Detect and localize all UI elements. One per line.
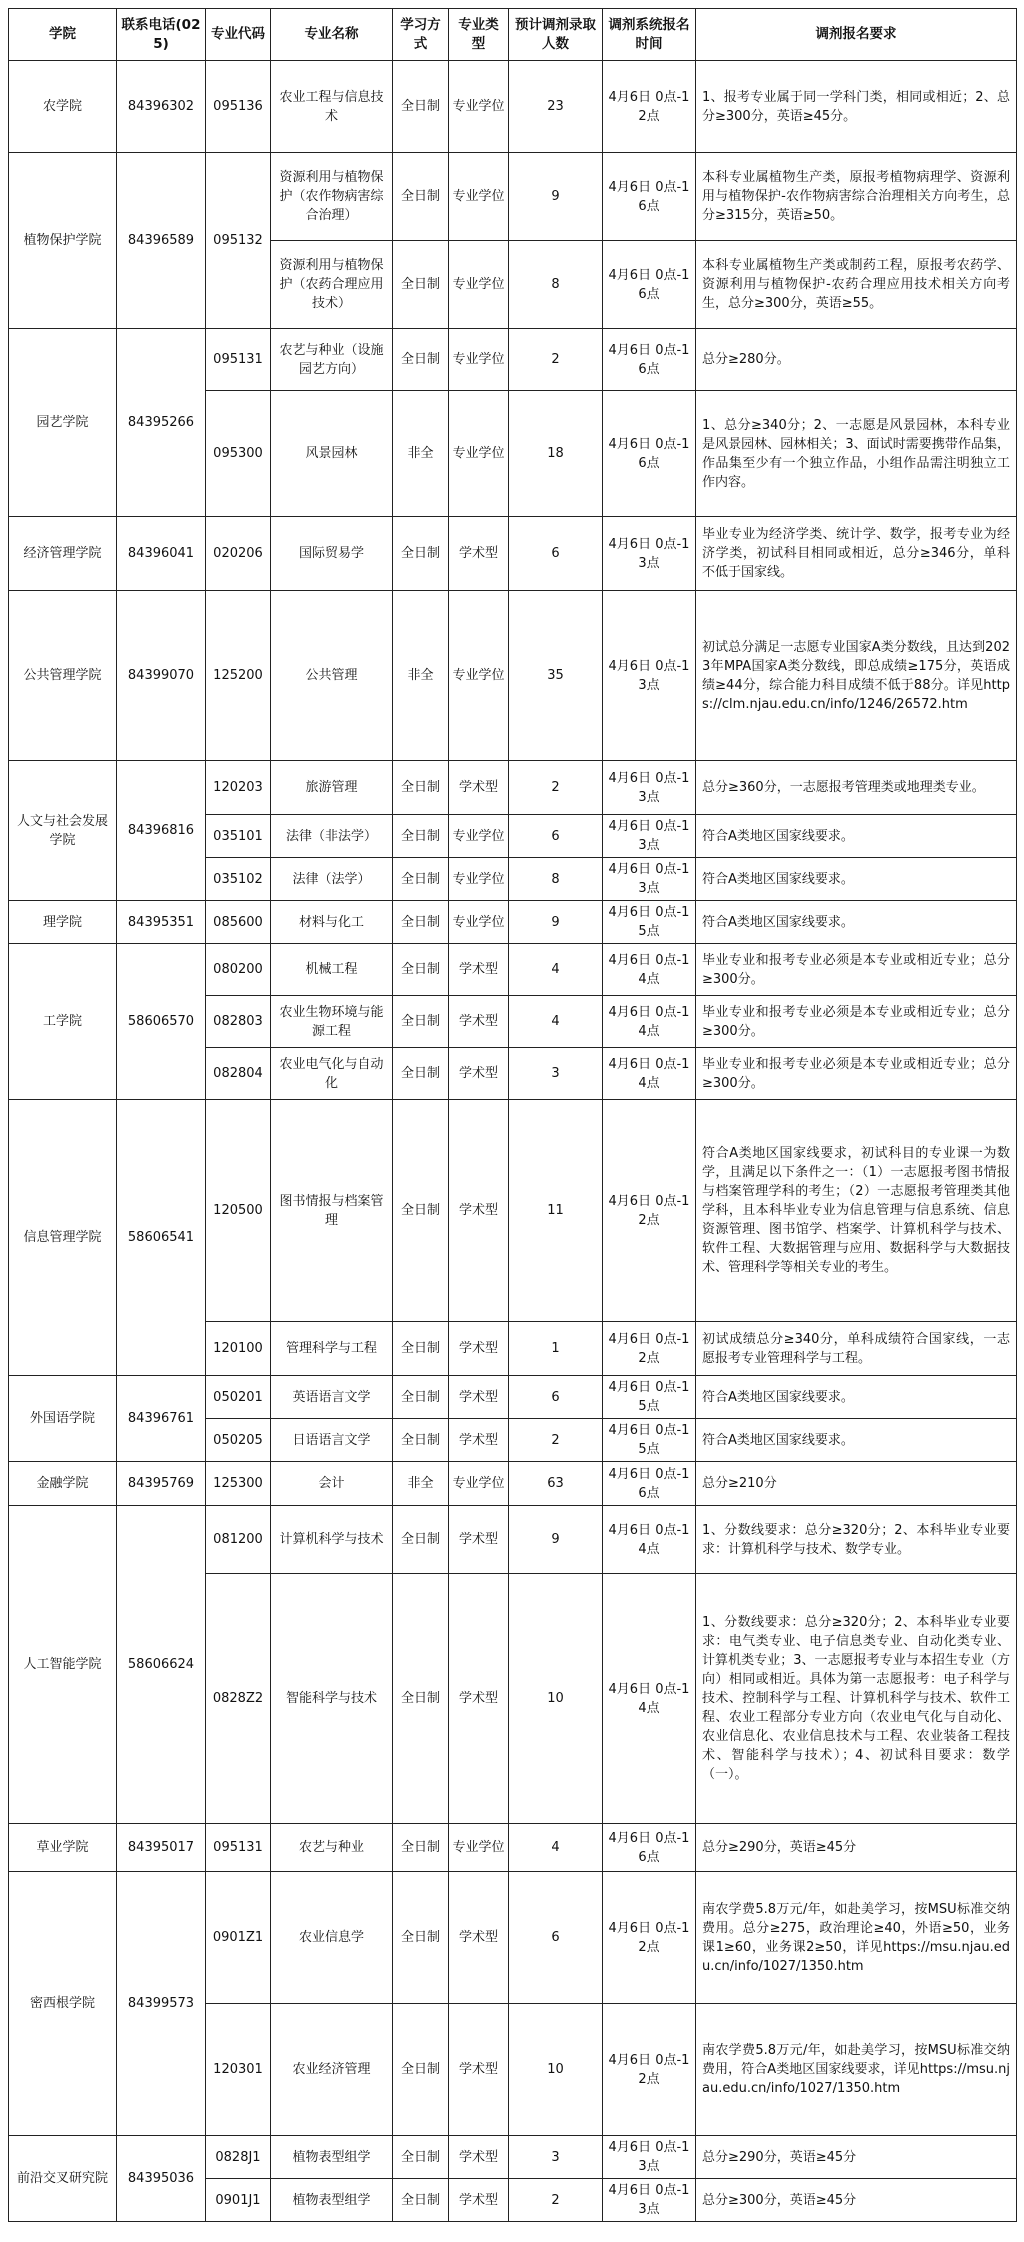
major-type: 学术型 xyxy=(449,761,509,815)
major-type: 专业学位 xyxy=(449,591,509,761)
major-type: 学术型 xyxy=(449,1100,509,1322)
major-code: 095131 xyxy=(206,1824,271,1872)
college-name: 金融学院 xyxy=(9,1462,117,1506)
registration-time: 4月6日 0点-14点 xyxy=(603,996,696,1048)
major-name: 资源利用与植物保护（农药合理应用技术） xyxy=(271,241,393,329)
registration-time: 4月6日 0点-13点 xyxy=(603,591,696,761)
major-code: 0901Z1 xyxy=(206,1872,271,2004)
requirements: 符合A类地区国家线要求。 xyxy=(696,901,1017,944)
study-mode: 全日制 xyxy=(393,944,449,996)
registration-time: 4月6日 0点-14点 xyxy=(603,1574,696,1824)
study-mode: 全日制 xyxy=(393,858,449,901)
requirements: 总分≥290分，英语≥45分 xyxy=(696,2136,1017,2179)
contact-phone: 84395351 xyxy=(117,901,206,944)
planned-number: 11 xyxy=(509,1100,603,1322)
major-name: 智能科学与技术 xyxy=(271,1574,393,1824)
study-mode: 全日制 xyxy=(393,1574,449,1824)
planned-number: 9 xyxy=(509,153,603,241)
college-name: 人文与社会发展学院 xyxy=(9,761,117,901)
major-code: 095300 xyxy=(206,391,271,517)
contact-phone: 84395266 xyxy=(117,329,206,517)
registration-time: 4月6日 0点-13点 xyxy=(603,761,696,815)
college-name: 农学院 xyxy=(9,61,117,153)
planned-number: 2 xyxy=(509,329,603,391)
major-type: 学术型 xyxy=(449,1506,509,1574)
table-row xyxy=(9,1376,1017,1419)
planned-number: 6 xyxy=(509,1872,603,2004)
study-mode: 非全 xyxy=(393,391,449,517)
requirements: 符合A类地区国家线要求。 xyxy=(696,815,1017,858)
major-code: 125300 xyxy=(206,1462,271,1506)
study-mode: 全日制 xyxy=(393,1824,449,1872)
table-row xyxy=(9,329,1017,391)
planned-number: 4 xyxy=(509,996,603,1048)
requirements: 总分≥290分，英语≥45分 xyxy=(696,1824,1017,1872)
header-college: 学院 xyxy=(9,9,117,61)
major-name: 植物表型组学 xyxy=(271,2136,393,2179)
planned-number: 8 xyxy=(509,858,603,901)
table-row xyxy=(9,1462,1017,1506)
major-type: 学术型 xyxy=(449,944,509,996)
contact-phone: 84399573 xyxy=(117,1872,206,2136)
major-type: 专业学位 xyxy=(449,329,509,391)
college-name: 密西根学院 xyxy=(9,1872,117,2136)
major-name: 管理科学与工程 xyxy=(271,1322,393,1376)
requirements: 1、报考专业属于同一学科门类，相同或相近；2、总分≥300分，英语≥45分。 xyxy=(696,61,1017,153)
planned-number: 23 xyxy=(509,61,603,153)
requirements: 总分≥280分。 xyxy=(696,329,1017,391)
major-type: 专业学位 xyxy=(449,1462,509,1506)
registration-time: 4月6日 0点-15点 xyxy=(603,1419,696,1462)
major-name: 法律（法学） xyxy=(271,858,393,901)
major-code: 120500 xyxy=(206,1100,271,1322)
study-mode: 全日制 xyxy=(393,1048,449,1100)
registration-time: 4月6日 0点-12点 xyxy=(603,1872,696,2004)
major-name: 资源利用与植物保护（农作物病害综合治理） xyxy=(271,153,393,241)
study-mode: 全日制 xyxy=(393,1376,449,1419)
table-row xyxy=(9,901,1017,944)
requirements: 总分≥360分，一志愿报考管理类或地理类专业。 xyxy=(696,761,1017,815)
table-row xyxy=(9,591,1017,761)
planned-number: 63 xyxy=(509,1462,603,1506)
planned-number: 8 xyxy=(509,241,603,329)
contact-phone: 58606570 xyxy=(117,944,206,1100)
table-body xyxy=(9,61,1017,2222)
major-code: 120203 xyxy=(206,761,271,815)
planned-number: 2 xyxy=(509,2179,603,2222)
contact-phone: 84396761 xyxy=(117,1376,206,1462)
requirements: 初试总分满足一志愿专业国家A类分数线，且达到2023年MPA国家A类分数线，即总成绩≥175分，英语成绩≥44分，综合能力科目成绩不低于88分。详见https://clm.njau.edu.cn/info/1246/26572.htm xyxy=(696,591,1017,761)
study-mode: 全日制 xyxy=(393,61,449,153)
study-mode: 全日制 xyxy=(393,1419,449,1462)
table-header-row xyxy=(9,9,1017,61)
major-code: 050201 xyxy=(206,1376,271,1419)
registration-time: 4月6日 0点-13点 xyxy=(603,517,696,591)
registration-time: 4月6日 0点-13点 xyxy=(603,2136,696,2179)
requirements: 南农学费5.8万元/年，如赴美学习，按MSU标准交纳费用，符合A类地区国家线要求，详见https://msu.njau.edu.cn/info/1027/1350.htm xyxy=(696,2004,1017,2136)
major-code: 050205 xyxy=(206,1419,271,1462)
table-row xyxy=(9,761,1017,815)
major-name: 日语语言文学 xyxy=(271,1419,393,1462)
major-type: 专业学位 xyxy=(449,858,509,901)
table-row xyxy=(9,1872,1017,2004)
table-row xyxy=(9,61,1017,153)
requirements: 本科专业属植物生产类或制药工程，原报考农药学、资源利用与植物保护-农药合理应用技术相关方向考生，总分≥300分，英语≥55。 xyxy=(696,241,1017,329)
study-mode: 全日制 xyxy=(393,1506,449,1574)
study-mode: 全日制 xyxy=(393,1322,449,1376)
registration-time: 4月6日 0点-16点 xyxy=(603,329,696,391)
planned-number: 9 xyxy=(509,1506,603,1574)
contact-phone: 84396816 xyxy=(117,761,206,901)
major-code: 0901J1 xyxy=(206,2179,271,2222)
major-name: 计算机科学与技术 xyxy=(271,1506,393,1574)
major-type: 学术型 xyxy=(449,1872,509,2004)
college-name: 植物保护学院 xyxy=(9,153,117,329)
contact-phone: 84396589 xyxy=(117,153,206,329)
college-name: 理学院 xyxy=(9,901,117,944)
contact-phone: 84395017 xyxy=(117,1824,206,1872)
major-name: 国际贸易学 xyxy=(271,517,393,591)
admission-table-wrapper xyxy=(8,8,1016,2222)
table-row xyxy=(9,944,1017,996)
study-mode: 全日制 xyxy=(393,329,449,391)
header-planned-number: 预计调剂录取人数 xyxy=(509,9,603,61)
registration-time: 4月6日 0点-13点 xyxy=(603,2179,696,2222)
table-row xyxy=(9,2136,1017,2179)
major-code: 120100 xyxy=(206,1322,271,1376)
major-type: 学术型 xyxy=(449,1322,509,1376)
header-requirements: 调剂报名要求 xyxy=(696,9,1017,61)
planned-number: 4 xyxy=(509,944,603,996)
requirements: 符合A类地区国家线要求。 xyxy=(696,858,1017,901)
registration-time: 4月6日 0点-16点 xyxy=(603,153,696,241)
planned-number: 18 xyxy=(509,391,603,517)
registration-time: 4月6日 0点-14点 xyxy=(603,1506,696,1574)
major-code: 080200 xyxy=(206,944,271,996)
study-mode: 全日制 xyxy=(393,761,449,815)
planned-number: 2 xyxy=(509,761,603,815)
registration-time: 4月6日 0点-15点 xyxy=(603,901,696,944)
major-name: 材料与化工 xyxy=(271,901,393,944)
planned-number: 3 xyxy=(509,1048,603,1100)
college-name: 公共管理学院 xyxy=(9,591,117,761)
major-name: 旅游管理 xyxy=(271,761,393,815)
major-type: 学术型 xyxy=(449,2179,509,2222)
planned-number: 4 xyxy=(509,1824,603,1872)
registration-time: 4月6日 0点-16点 xyxy=(603,1462,696,1506)
major-type: 专业学位 xyxy=(449,153,509,241)
major-name: 农业工程与信息技术 xyxy=(271,61,393,153)
college-name: 信息管理学院 xyxy=(9,1100,117,1376)
requirements: 毕业专业为经济学类、统计学、数学，报考专业为经济学类，初试科目相同或相近，总分≥346分，单科不低于国家线。 xyxy=(696,517,1017,591)
planned-number: 1 xyxy=(509,1322,603,1376)
major-type: 专业学位 xyxy=(449,241,509,329)
major-type: 专业学位 xyxy=(449,901,509,944)
registration-time: 4月6日 0点-14点 xyxy=(603,1048,696,1100)
major-name: 机械工程 xyxy=(271,944,393,996)
contact-phone: 84396041 xyxy=(117,517,206,591)
major-name: 图书情报与档案管理 xyxy=(271,1100,393,1322)
planned-number: 35 xyxy=(509,591,603,761)
contact-phone: 84396302 xyxy=(117,61,206,153)
study-mode: 全日制 xyxy=(393,996,449,1048)
header-code: 专业代码 xyxy=(206,9,271,61)
planned-number: 3 xyxy=(509,2136,603,2179)
college-name: 前沿交叉研究院 xyxy=(9,2136,117,2222)
registration-time: 4月6日 0点-12点 xyxy=(603,1100,696,1322)
table-row xyxy=(9,153,1017,241)
major-type: 学术型 xyxy=(449,1048,509,1100)
header-study-mode: 学习方式 xyxy=(393,9,449,61)
requirements: 1、总分≥340分；2、一志愿是风景园林，本科专业是风景园林、园林相关；3、面试时需要携带作品集，作品集至少有一个独立作品，小组作品需注明独立工作内容。 xyxy=(696,391,1017,517)
major-type: 学术型 xyxy=(449,996,509,1048)
study-mode: 全日制 xyxy=(393,153,449,241)
major-code: 095131 xyxy=(206,329,271,391)
major-type: 学术型 xyxy=(449,2136,509,2179)
college-name: 工学院 xyxy=(9,944,117,1100)
registration-time: 4月6日 0点-16点 xyxy=(603,241,696,329)
registration-time: 4月6日 0点-15点 xyxy=(603,1376,696,1419)
requirements: 1、分数线要求：总分≥320分；2、本科毕业专业要求：计算机科学与技术、数学专业。 xyxy=(696,1506,1017,1574)
major-type: 专业学位 xyxy=(449,391,509,517)
major-code: 082803 xyxy=(206,996,271,1048)
study-mode: 全日制 xyxy=(393,517,449,591)
college-name: 园艺学院 xyxy=(9,329,117,517)
major-code: 125200 xyxy=(206,591,271,761)
registration-time: 4月6日 0点-12点 xyxy=(603,1322,696,1376)
requirements: 毕业专业和报考专业必须是本专业或相近专业；总分≥300分。 xyxy=(696,944,1017,996)
major-name: 公共管理 xyxy=(271,591,393,761)
requirements: 南农学费5.8万元/年，如赴美学习，按MSU标准交纳费用。总分≥275，政治理论≥40，外语≥50，业务课1≥60，业务课2≥50，详见https://msu.njau.edu.cn/info/1027/1350.htm xyxy=(696,1872,1017,2004)
study-mode: 全日制 xyxy=(393,2179,449,2222)
registration-time: 4月6日 0点-13点 xyxy=(603,858,696,901)
planned-number: 9 xyxy=(509,901,603,944)
major-code: 095132 xyxy=(206,153,271,329)
major-type: 专业学位 xyxy=(449,1824,509,1872)
planned-number: 6 xyxy=(509,517,603,591)
contact-phone: 58606624 xyxy=(117,1506,206,1824)
study-mode: 非全 xyxy=(393,1462,449,1506)
requirements: 毕业专业和报考专业必须是本专业或相近专业；总分≥300分。 xyxy=(696,1048,1017,1100)
major-code: 035101 xyxy=(206,815,271,858)
study-mode: 全日制 xyxy=(393,2136,449,2179)
study-mode: 全日制 xyxy=(393,2004,449,2136)
major-type: 专业学位 xyxy=(449,815,509,858)
study-mode: 非全 xyxy=(393,591,449,761)
table-row xyxy=(9,1100,1017,1322)
college-name: 人工智能学院 xyxy=(9,1506,117,1824)
major-type: 专业学位 xyxy=(449,61,509,153)
major-name: 农艺与种业（设施园艺方向） xyxy=(271,329,393,391)
contact-phone: 58606541 xyxy=(117,1100,206,1376)
major-type: 学术型 xyxy=(449,1419,509,1462)
adjustment-admission-table xyxy=(8,8,1017,2222)
major-code: 0828Z2 xyxy=(206,1574,271,1824)
requirements: 1、分数线要求：总分≥320分；2、本科毕业专业要求：电气类专业、电子信息类专业、自动化类专业、计算机类专业；3、一志愿报考专业与本招生专业（方向）相同或相近。具体为第一志愿报考：电子科学与技术、控制科学与工程、计算机科学与技术、软件工程、农业工程部分专业方向（农业电气化与自动化、农业信息化、农业信息技术与工程、农业装备工程技术、智能科学与技术）；4、初试科目要求：数学（一）。 xyxy=(696,1574,1017,1824)
major-type: 学术型 xyxy=(449,1376,509,1419)
major-name: 农业信息学 xyxy=(271,1872,393,2004)
planned-number: 6 xyxy=(509,1376,603,1419)
major-name: 风景园林 xyxy=(271,391,393,517)
table-row xyxy=(9,1506,1017,1574)
table-row xyxy=(9,517,1017,591)
major-name: 农艺与种业 xyxy=(271,1824,393,1872)
contact-phone: 84395769 xyxy=(117,1462,206,1506)
requirements: 总分≥210分 xyxy=(696,1462,1017,1506)
major-code: 082804 xyxy=(206,1048,271,1100)
planned-number: 2 xyxy=(509,1419,603,1462)
planned-number: 10 xyxy=(509,2004,603,2136)
college-name: 草业学院 xyxy=(9,1824,117,1872)
planned-number: 6 xyxy=(509,815,603,858)
requirements: 毕业专业和报考专业必须是本专业或相近专业；总分≥300分。 xyxy=(696,996,1017,1048)
header-registration-time: 调剂系统报名时间 xyxy=(603,9,696,61)
major-code: 095136 xyxy=(206,61,271,153)
study-mode: 全日制 xyxy=(393,901,449,944)
study-mode: 全日制 xyxy=(393,1872,449,2004)
planned-number: 10 xyxy=(509,1574,603,1824)
major-type: 学术型 xyxy=(449,517,509,591)
header-major-type: 专业类型 xyxy=(449,9,509,61)
requirements: 符合A类地区国家线要求。 xyxy=(696,1376,1017,1419)
contact-phone: 84395036 xyxy=(117,2136,206,2222)
study-mode: 全日制 xyxy=(393,241,449,329)
header-phone: 联系电话(025) xyxy=(117,9,206,61)
major-code: 0828J1 xyxy=(206,2136,271,2179)
college-name: 外国语学院 xyxy=(9,1376,117,1462)
registration-time: 4月6日 0点-16点 xyxy=(603,391,696,517)
study-mode: 全日制 xyxy=(393,815,449,858)
major-code: 085600 xyxy=(206,901,271,944)
major-name: 法律（非法学） xyxy=(271,815,393,858)
requirements: 符合A类地区国家线要求，初试科目的专业课一为数学，且满足以下条件之一：（1）一志愿报考图书情报与档案管理学科的考生；（2）一志愿报考管理类其他学科，且本科毕业专业为信息管理与信息系统、信息资源管理、图书馆学、档案学、计算机科学与技术、软件工程、大数据管理与应用、数据科学与大数据技术、管理科学等相关专业的考生。 xyxy=(696,1100,1017,1322)
major-code: 035102 xyxy=(206,858,271,901)
study-mode: 全日制 xyxy=(393,1100,449,1322)
major-code: 120301 xyxy=(206,2004,271,2136)
major-name: 农业生物环境与能源工程 xyxy=(271,996,393,1048)
major-name: 植物表型组学 xyxy=(271,2179,393,2222)
major-name: 农业经济管理 xyxy=(271,2004,393,2136)
major-code: 020206 xyxy=(206,517,271,591)
registration-time: 4月6日 0点-12点 xyxy=(603,2004,696,2136)
major-code: 081200 xyxy=(206,1506,271,1574)
registration-time: 4月6日 0点-14点 xyxy=(603,944,696,996)
major-type: 学术型 xyxy=(449,1574,509,1824)
major-name: 会计 xyxy=(271,1462,393,1506)
registration-time: 4月6日 0点-12点 xyxy=(603,61,696,153)
registration-time: 4月6日 0点-16点 xyxy=(603,1824,696,1872)
table-row xyxy=(9,1824,1017,1872)
requirements: 符合A类地区国家线要求。 xyxy=(696,1419,1017,1462)
registration-time: 4月6日 0点-13点 xyxy=(603,815,696,858)
requirements: 初试成绩总分≥340分，单科成绩符合国家线，一志愿报考专业管理科学与工程。 xyxy=(696,1322,1017,1376)
major-name: 农业电气化与自动化 xyxy=(271,1048,393,1100)
contact-phone: 84399070 xyxy=(117,591,206,761)
header-major: 专业名称 xyxy=(271,9,393,61)
requirements: 本科专业属植物生产类，原报考植物病理学、资源利用与植物保护-农作物病害综合治理相关方向考生，总分≥315分，英语≥50。 xyxy=(696,153,1017,241)
requirements: 总分≥300分，英语≥45分 xyxy=(696,2179,1017,2222)
college-name: 经济管理学院 xyxy=(9,517,117,591)
major-name: 英语语言文学 xyxy=(271,1376,393,1419)
major-type: 学术型 xyxy=(449,2004,509,2136)
